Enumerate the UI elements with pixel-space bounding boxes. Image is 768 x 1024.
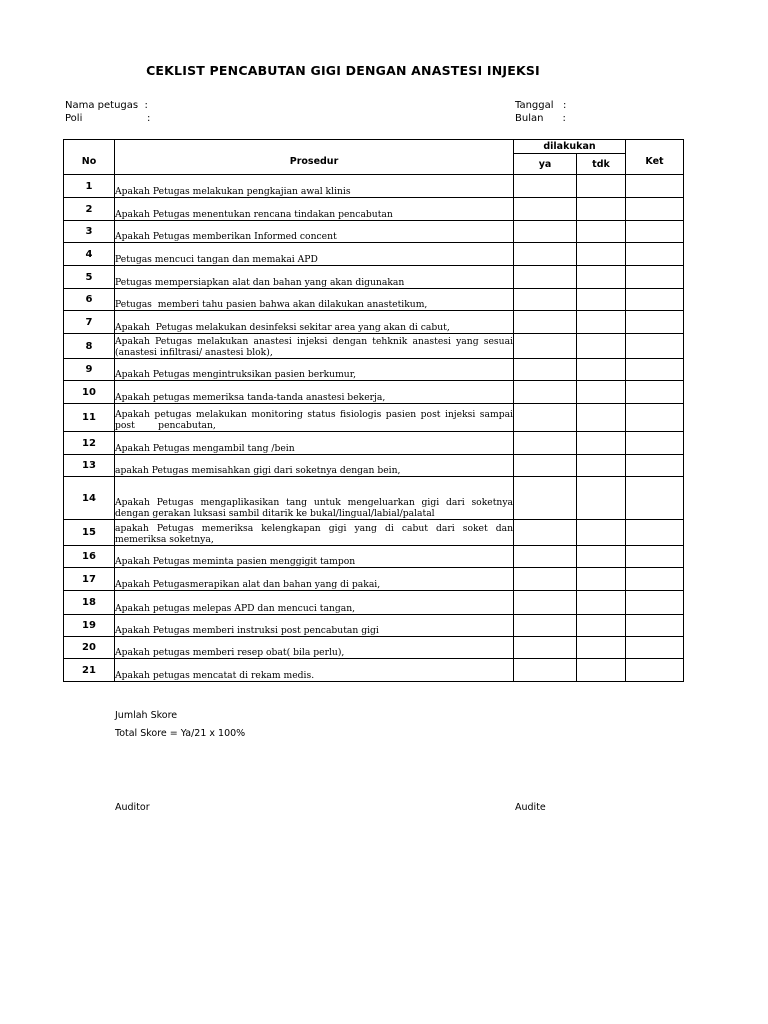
table-row [64, 221, 684, 243]
table-row [64, 381, 684, 404]
row-procedure: Apakah Petugas mengintruksikan pasien berkumur, [115, 359, 514, 381]
table-row [64, 243, 684, 266]
ya-cell[interactable] [514, 520, 577, 546]
nama-petugas-label: Nama petugas : [65, 100, 148, 111]
table-row [64, 289, 684, 311]
bulan-label: Bulan : [515, 113, 566, 124]
row-procedure: apakah Petugas memisahkan gigi dari soketnya dengan bein, [115, 455, 514, 477]
tdk-cell[interactable] [577, 477, 626, 520]
tdk-cell[interactable] [577, 404, 626, 432]
row-number: 18 [64, 591, 115, 615]
table-row [64, 546, 684, 568]
row-number: 10 [64, 381, 115, 404]
row-procedure: Apakah Petugas melakukan anastesi injeksi dengan tehknik anastesi yang sesuai (anastesi infiltrasi/ anastesi blok), [115, 334, 514, 359]
jumlah-skore-label: Jumlah Skore [115, 710, 178, 721]
ket-cell[interactable] [626, 243, 684, 266]
row-procedure: Apakah petugas memberi resep obat( bila perlu), [115, 637, 514, 659]
row-procedure: Apakah Petugas mengambil tang /bein [115, 432, 514, 455]
row-procedure: Apakah Petugas melakukan pengkajian awal klinis [115, 175, 514, 198]
tdk-cell[interactable] [577, 455, 626, 477]
ket-cell[interactable] [626, 175, 684, 198]
ya-cell[interactable] [514, 455, 577, 477]
row-procedure: Apakah Petugas mengaplikasikan tang untuk mengeluarkan gigi dari soketnya dengan gerakan luksasi sambil ditarik ke bukal/lingual/labial/palatal [115, 477, 514, 520]
row-number: 15 [64, 520, 115, 546]
tdk-cell[interactable] [577, 615, 626, 637]
table-row [64, 311, 684, 334]
tdk-cell[interactable] [577, 659, 626, 682]
tdk-cell[interactable] [577, 381, 626, 404]
row-number: 16 [64, 546, 115, 568]
row-procedure: Petugas mencuci tangan dan memakai APD [115, 243, 514, 266]
ket-cell[interactable] [626, 311, 684, 334]
ket-cell[interactable] [626, 381, 684, 404]
table-row [64, 334, 684, 359]
tdk-cell[interactable] [577, 175, 626, 198]
auditor-label: Auditor [115, 802, 150, 813]
tanggal-label: Tanggal : [515, 100, 567, 111]
row-number: 5 [64, 266, 115, 289]
table-row [64, 520, 684, 546]
table-row [64, 432, 684, 455]
row-number: 8 [64, 334, 115, 359]
row-number: 12 [64, 432, 115, 455]
checklist-table [63, 139, 684, 682]
row-number: 6 [64, 289, 115, 311]
tdk-cell[interactable] [577, 432, 626, 455]
table-row [64, 659, 684, 682]
header-ket: Ket [626, 140, 684, 175]
page-title: CEKLIST PENCABUTAN GIGI DENGAN ANASTESI INJEKSI [146, 63, 540, 78]
tdk-cell[interactable] [577, 520, 626, 546]
ya-cell[interactable] [514, 243, 577, 266]
row-procedure: Apakah Petugas memberikan Informed concent [115, 221, 514, 243]
table-row [64, 266, 684, 289]
table-row [64, 175, 684, 198]
table-row [64, 637, 684, 659]
ya-cell[interactable] [514, 198, 577, 221]
tdk-cell[interactable] [577, 334, 626, 359]
tdk-cell[interactable] [577, 637, 626, 659]
ya-cell[interactable] [514, 359, 577, 381]
row-procedure: Apakah petugas melepas APD dan mencuci tangan, [115, 591, 514, 615]
header-tdk: tdk [577, 154, 626, 175]
ket-cell[interactable] [626, 198, 684, 221]
audite-label: Audite [515, 802, 546, 813]
ya-cell[interactable] [514, 221, 577, 243]
poli-label: Poli [65, 113, 83, 124]
ya-cell[interactable] [514, 175, 577, 198]
ya-cell[interactable] [514, 266, 577, 289]
tdk-cell[interactable] [577, 198, 626, 221]
row-number: 21 [64, 659, 115, 682]
tdk-cell[interactable] [577, 289, 626, 311]
ket-cell[interactable] [626, 404, 684, 432]
ya-cell[interactable] [514, 432, 577, 455]
row-number: 7 [64, 311, 115, 334]
row-procedure: Apakah petugas mencatat di rekam medis. [115, 659, 514, 682]
row-number: 19 [64, 615, 115, 637]
row-number: 17 [64, 568, 115, 591]
ket-cell[interactable] [626, 359, 684, 381]
ket-cell[interactable] [626, 637, 684, 659]
ya-cell[interactable] [514, 404, 577, 432]
table-row [64, 404, 684, 432]
ket-cell[interactable] [626, 289, 684, 311]
tdk-cell[interactable] [577, 311, 626, 334]
table-row [64, 359, 684, 381]
table-row [64, 455, 684, 477]
row-procedure: Apakah petugas melakukan monitoring status fisiologis pasien post injeksi sampai post pencabutan, [115, 404, 514, 432]
row-procedure: Petugas mempersiapkan alat dan bahan yang akan digunakan [115, 266, 514, 289]
ya-cell[interactable] [514, 477, 577, 520]
tdk-cell[interactable] [577, 243, 626, 266]
tdk-cell[interactable] [577, 266, 626, 289]
row-number: 14 [64, 477, 115, 520]
tdk-cell[interactable] [577, 568, 626, 591]
table-row [64, 198, 684, 221]
ket-cell[interactable] [626, 520, 684, 546]
row-number: 2 [64, 198, 115, 221]
ket-cell[interactable] [626, 591, 684, 615]
row-number: 13 [64, 455, 115, 477]
ket-cell[interactable] [626, 221, 684, 243]
row-procedure: Apakah Petugas melakukan desinfeksi sekitar area yang akan di cabut, [115, 311, 514, 334]
table-row [64, 568, 684, 591]
header-prosedur: Prosedur [115, 140, 514, 175]
ya-cell[interactable] [514, 289, 577, 311]
row-procedure: Apakah Petugasmerapikan alat dan bahan yang di pakai, [115, 568, 514, 591]
header-dilakukan: dilakukan [514, 140, 626, 154]
header-ya: ya [514, 154, 577, 175]
ket-cell[interactable] [626, 477, 684, 520]
row-number: 20 [64, 637, 115, 659]
header-no: No [64, 140, 115, 175]
ket-cell[interactable] [626, 266, 684, 289]
ya-cell[interactable] [514, 637, 577, 659]
table-row [64, 615, 684, 637]
ya-cell[interactable] [514, 381, 577, 404]
ket-cell[interactable] [626, 334, 684, 359]
ket-cell[interactable] [626, 568, 684, 591]
row-number: 9 [64, 359, 115, 381]
row-procedure: Petugas memberi tahu pasien bahwa akan dilakukan anastetikum, [115, 289, 514, 311]
ya-cell[interactable] [514, 311, 577, 334]
row-number: 11 [64, 404, 115, 432]
table-row [64, 477, 684, 520]
row-number: 4 [64, 243, 115, 266]
ya-cell[interactable] [514, 546, 577, 568]
ket-cell[interactable] [626, 546, 684, 568]
tdk-cell[interactable] [577, 359, 626, 381]
row-number: 3 [64, 221, 115, 243]
total-skore-label: Total Skore = Ya/21 x 100% [115, 728, 246, 739]
poli-colon: : [147, 113, 151, 124]
ket-cell[interactable] [626, 659, 684, 682]
ket-cell[interactable] [626, 455, 684, 477]
row-procedure: Apakah Petugas menentukan rencana tindakan pencabutan [115, 198, 514, 221]
ya-cell[interactable] [514, 568, 577, 591]
ket-cell[interactable] [626, 615, 684, 637]
row-number: 1 [64, 175, 115, 198]
table-row [64, 591, 684, 615]
row-procedure: Apakah Petugas meminta pasien menggigit tampon [115, 546, 514, 568]
ya-cell[interactable] [514, 615, 577, 637]
row-procedure: Apakah Petugas memberi instruksi post pencabutan gigi [115, 615, 514, 637]
row-procedure: apakah Petugas memeriksa kelengkapan gigi yang di cabut dari soket dan memeriksa soketnya, [115, 520, 514, 546]
tdk-cell[interactable] [577, 546, 626, 568]
ya-cell[interactable] [514, 659, 577, 682]
tdk-cell[interactable] [577, 591, 626, 615]
ya-cell[interactable] [514, 334, 577, 359]
ya-cell[interactable] [514, 591, 577, 615]
tdk-cell[interactable] [577, 221, 626, 243]
ket-cell[interactable] [626, 432, 684, 455]
row-procedure: Apakah petugas memeriksa tanda-tanda anastesi bekerja, [115, 381, 514, 404]
